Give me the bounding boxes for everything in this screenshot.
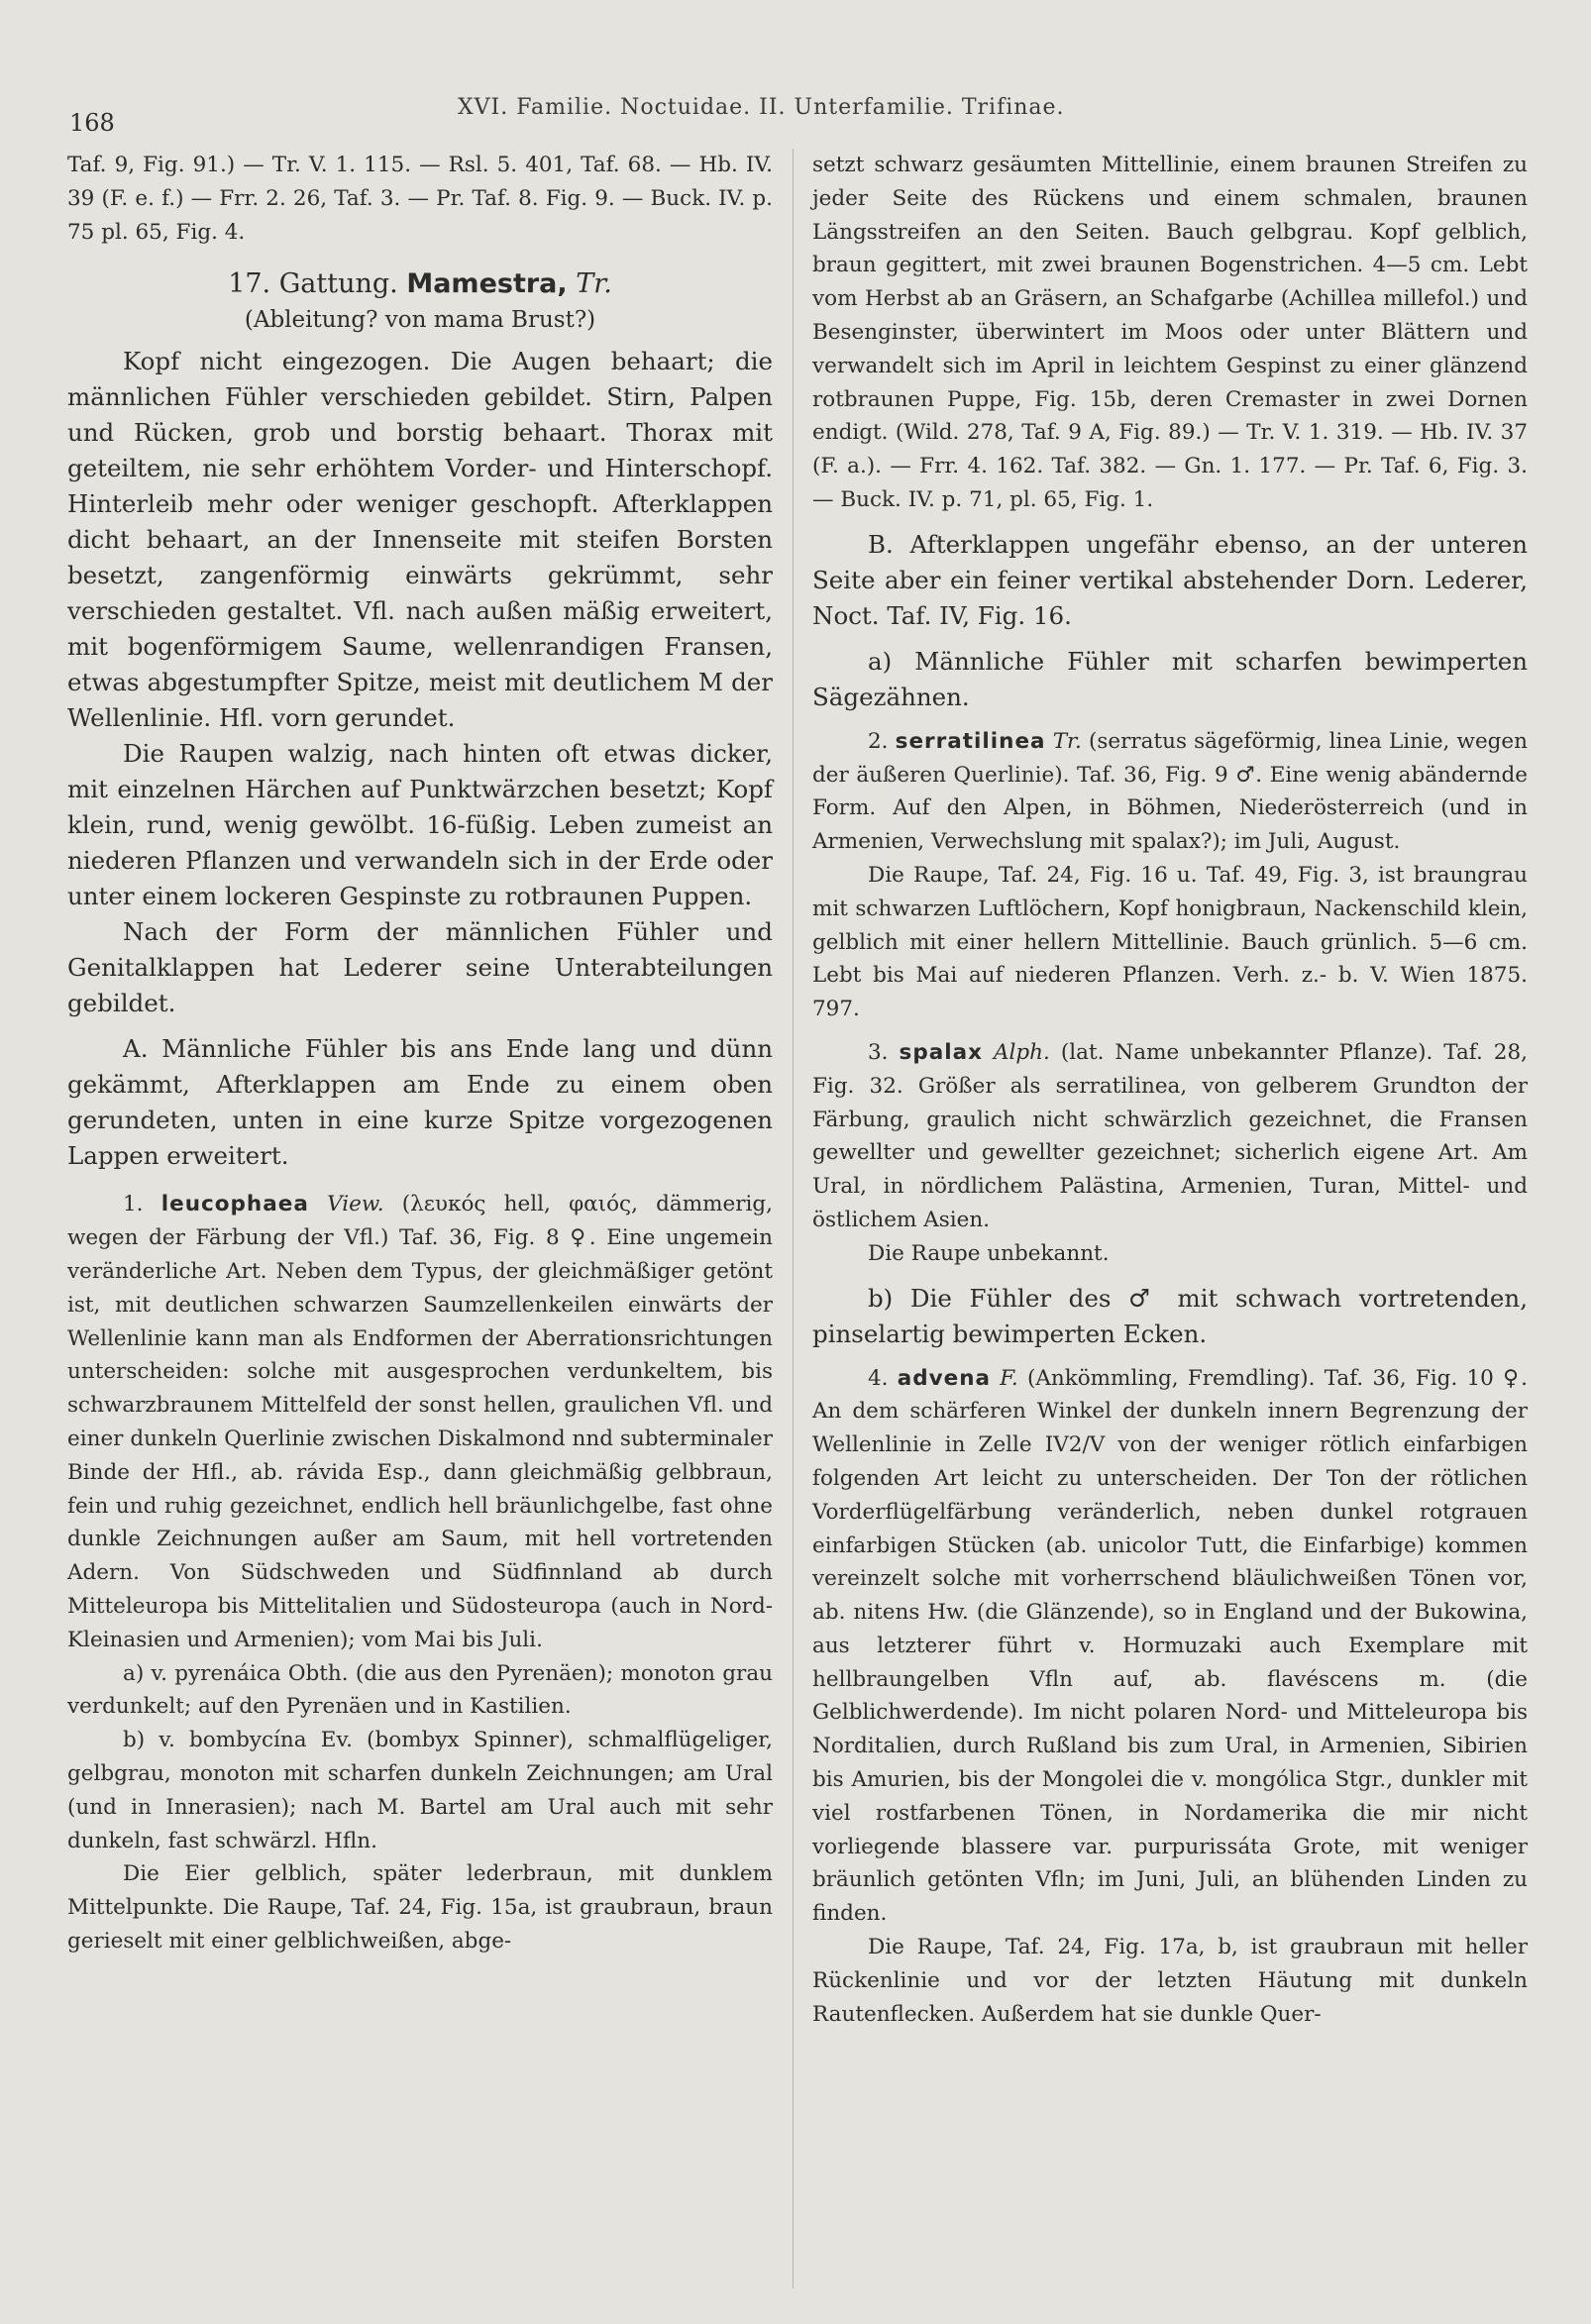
continued-paragraph: setzt schwarz gesäumten Mittellinie, einem braunen Streifen zu jeder Seite des Rückens und einem schmalen, braunen Längsstreifen an den Seiten. Bauch gelbgrau. Kopf gelblich, braun gegittert, mit zwei braunen Bogenstrichen. 4—5 cm. Lebt vom Herbst ab an Gräsern, an Schafgarbe (Achillea millefol.) und Besenginster, überwintert im Moos oder unter Blättern und verwandelt sich im April in leichtem Gespinst zu einer glänzend rotbraunen Puppe, Fig. 15b, deren Cremaster in zwei Dornen endigt. (Wild. 278, Taf. 9 A, Fig. 89.) — Tr. V. 1. 319. — Hb. IV. 37 (F. a.). — Frr. 4. 162. Taf. 382. — Gn. 1. 177. — Pr. Taf. 6, Fig. 3. — Buck. IV. p. 71, pl. 65, Fig. 1.: [812, 153, 1528, 512]
species-3-author: Alph.: [994, 1039, 1050, 1065]
species-4-larva: Die Raupe, Taf. 24, Fig. 17a, b, ist graubraun mit heller Rückenlinie und vor der letzten Häutung mit dunkeln Rautenflecken. Außerdem hat sie dunkle Quer-: [812, 1935, 1528, 2027]
species-2-text: (serratus sägeförmig, linea Linie, wegen der äußeren Querlinie). Taf. 36, Fig. 9 ♂. Eine wenig abändernde Form. Auf den Alpen, in Böhmen, Niederösterreich (und in Armenien, Verwechslung mit spalax?); im Juli, August.: [812, 728, 1528, 855]
species-2-name: serratilinea: [895, 728, 1046, 754]
subsection-a: a) Männliche Fühler mit scharfen bewimperten Sägezähnen.: [812, 646, 1528, 711]
species-1-text: (λευκός hell, φαιός, dämmerig, wegen der Färbung der Vfl.) Taf. 36, Fig. 8 ♀. Eine ungemein veränderliche Art. Neben dem Typus, der gleichmäßiger getönt ist, mit deutlichen schwarzen Saumzellenkeilen einwärts der Wellenlinie kann man als Endformen der Aberrationsrichtungen unterscheiden: solche mit ausgesprochen verdunkeltem, bis schwarzbraunem Mittelfeld der sonst hellen, graulichen Vfl. und einer dunkeln Querlinie zwischen Diskalmond nnd subterminaler Binde der Hfl., ab. rávida Esp., dann gleichmäßig gelbbraun, fein und ruhig gezeichnet, endlich hell bräunlichgelbe, fast ohne dunkle Zeichnungen außer am Saum, mit hell vortretenden Adern. Von Südschweden und Südfinnland ab durch Mitteleuropa bis Mittelitalien und Südosteuropa (auch in Nord-Kleinasien und Armenien); vom Mai bis Juli.: [67, 1192, 773, 1652]
section-b: B. Afterklappen ungefähr ebenso, an der unteren Seite aber ein feiner vertikal abstehender Dorn. Lederer, Noct. Taf. IV, Fig. 16.: [812, 529, 1528, 630]
species-3-name: spalax: [899, 1039, 983, 1065]
running-head: XVI. Familie. Noctuidae. II. Unterfamilie. Trifinae.: [458, 95, 1065, 120]
species-2-number: 2.: [868, 728, 889, 754]
section-a: A. Männliche Fühler bis ans Ende lang und dünn gekämmt, Afterklappen am Ende zu einem oben gerundeten, unten in eine kurze Spitze vorgezogenen Lappen erweitert.: [67, 1034, 773, 1171]
species-1-author: View.: [327, 1192, 384, 1217]
genus-description: Kopf nicht eingezogen. Die Augen behaart; die männlichen Fühler verschieden gebildet. Stirn, Palpen und Rücken, grob und borstig behaart. Thorax mit geteiltem, nie sehr erhöhtem Vorder- und Hinterschopf. Hinterleib mehr oder weniger geschopft. Afterklappen dicht behaart, an der Innenseite mit steifen Borsten besetzt, zangenförmig einwärts gekrümmt, sehr verschieden gestaltet. Vfl. nach außen mäßig erweitert, mit bogenförmigem Saume, wellenrandigen Fransen, etwas abgestumpfter Spitze, meist mit deutlichem M der Wellenlinie. Hfl. vorn gerundet.: [67, 347, 773, 733]
species-4-name: advena: [897, 1365, 992, 1391]
species-1-eggs-larva: Die Eier gelblich, später lederbraun, mit dunklem Mittelpunkte. Die Raupe, Taf. 24, Fig. 15a, ist graubraun, braun gerieselt mit einer gelblichweißen, abge-: [67, 1861, 773, 1954]
genus-author: Tr.: [576, 268, 612, 300]
species-3-larva: Die Raupe unbekannt.: [868, 1240, 1110, 1266]
species-4-text: (Ankömmling, Fremdling). Taf. 36, Fig. 10 ♀. An dem schärferen Winkel der dunkeln innern Begrenzung der Wellenlinie in Zelle IV2/V von der weniger rötlich einfarbigen folgenden Art leicht zu unterscheiden. Der Ton der rötlichen Vorderflügelfärbung veränderlich, neben dunkel rotgrauen einfarbigen Stücken (ab. unicolor Tutt, die Einfarbige) kommen vereinzelt solche mit vorherrschend bläulichweißen Tönen vor, ab. nitens Hw. (die Glänzende), so in England und der Bukowina, aus letzterer führt v. Hormuzaki auch Exemplare mit hellbraungelben Vfln auf, ab. flavéscens m. (die Gelblichwerdende). Im nicht polaren Nord- und Mitteleuropa bis Norditalien, durch Rußland bis zum Ural, in Armenien, Sibirien bis Amurien, bis der Mongolei die v. mongólica Stgr., dunkler mit viel rostfarbenen Tönen, in Nordamerika die mir nicht vorliegende blassere var. purpurissáta Grote, mit weniger bräunlich getönten Vfln; im Juni, Juli, an blühenden Linden zu finden.: [812, 1365, 1529, 1927]
species-1-entry: [67, 1188, 773, 1656]
species-4-number: 4.: [868, 1365, 889, 1391]
subsection-b: b) Die Fühler des ♂ mit schwach vortretenden, pinselartig bewimperten Ecken.: [812, 1283, 1528, 1348]
column-divider: [793, 149, 794, 2288]
species-2-larva: Die Raupe, Taf. 24, Fig. 16 u. Taf. 49, Fig. 3, ist braungrau mit schwarzen Luftlöchern, Kopf honigbraun, Nackenschild klein, gelblich mit einer hellern Mittellinie. Bauch grünlich. 5—6 cm. Lebt bis Mai auf niederen Pflanzen. Verh. z.- b. V. Wien 1875. 797.: [812, 862, 1528, 1022]
genus-name: Mamestra,: [406, 268, 568, 300]
species-1-var-b: b) v. bombycína Ev. (bombyx Spinner), schmalflügeliger, gelbgrau, monoton mit scharfen dunkeln Zeichnungen; am Ural (und in Innerasien); nach M. Bartel am Ural auch mit sehr dunkeln, fast schwärzl. Hfln.: [67, 1728, 773, 1853]
species-1-var-a: a) v. pyrenáica Obth. (die aus den Pyrenäen); monoton grau verdunkelt; auf den Pyrenäen und in Kastilien.: [67, 1660, 773, 1720]
species-3-entry: [812, 1036, 1528, 1237]
species-1-number: 1.: [123, 1192, 144, 1217]
left-column: [67, 149, 773, 1958]
subdivision-note: Nach der Form der männlichen Fühler und Genitalklappen hat Lederer seine Unterabteilungen gebildet.: [67, 917, 773, 1018]
species-2-author: Tr.: [1052, 728, 1082, 754]
genus-etymology: (Ableitung? von mama Brust?): [244, 307, 596, 334]
larva-description: Die Raupen walzig, nach hinten oft etwas dicker, mit einzelnen Härchen auf Punktwärzchen besetzt; Kopf klein, rund, wenig gewölbt. 16-füßig. Leben zumeist an niederen Pflanzen und verwandeln sich in der Erde oder unter einem lockeren Gespinste zu rotbraunen Puppen.: [67, 739, 773, 911]
reference-paragraph: Taf. 9, Fig. 91.) — Tr. V. 1. 115. — Rsl. 5. 401, Taf. 68. — Hb. IV. 39 (F. e. f.) — Frr. 2. 26, Taf. 3. — Pr. Taf. 8. Fig. 9. — Buck. IV. p. 75 pl. 65, Fig. 4.: [67, 153, 773, 245]
species-1-name: leucophaea: [160, 1192, 309, 1217]
species-4-entry: [812, 1362, 1528, 1932]
page-number: 168: [69, 109, 115, 137]
genus-heading: [67, 266, 773, 302]
page-header: [69, 95, 1536, 135]
species-2-entry: [812, 725, 1528, 859]
right-column: [812, 149, 1528, 2031]
genus-prefix: 17. Gattung.: [228, 268, 398, 300]
species-3-number: 3.: [868, 1039, 889, 1065]
species-3-text: (lat. Name unbekannter Pflanze). Taf. 28, Fig. 32. Größer als serratilinea, von gelberem Grundton der Färbung, graulich nicht schwärzlich gezeichnet, die Fransen gewellter und gewellter gezeichnet; sicherlich eigene Art. Am Ural, in nördlichem Palästina, Armenien, Turan, Mittel- und östlichem Asien.: [812, 1039, 1528, 1232]
species-4-author: F.: [1000, 1365, 1018, 1391]
